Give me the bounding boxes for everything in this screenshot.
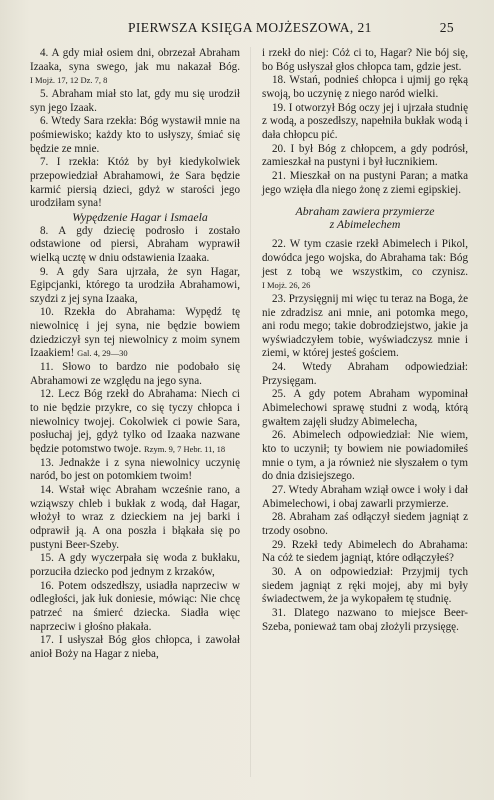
verse-text: 12. Lecz Bóg rzekł do Abrahama: Niech ci to nie będzie przykre, co się tyczy chłopca i niewolnicy twojej. Cokolwiek ci powie Sara, posłuchaj jej, gdyż tylko od Izaaka nazwane będzie potomstwo twoje. xyxy=(30,388,240,456)
verse: 5. Abraham miał sto lat, gdy mu się urodził syn jego Izaak. xyxy=(30,87,240,114)
verse: 7. I rzekła: Któż by był kiedykolwiek przepowiedział Abrahamowi, że Sara będzie karmić piersią dzieci, gdyż w starości jego urodziłam syna! xyxy=(30,156,240,210)
section-heading xyxy=(262,205,468,231)
cross-reference: Gal. 4, 29—30 xyxy=(77,348,128,359)
page-number: 25 xyxy=(439,20,454,35)
verse: 9. A gdy Sara ujrzała, że syn Hagar, Egipcjanki, którego ta urodziła Abrahamowi, szydzi z jej syna Izaaka, xyxy=(30,265,240,305)
left-column xyxy=(30,47,240,662)
verse: 6. Wtedy Sara rzekła: Bóg wystawił mnie na pośmiewisko; każdy kto to usłyszy, śmiać się będzie ze mnie. xyxy=(30,115,240,155)
verse: 14. Wstał więc Abraham wcześnie rano, a wziąwszy chleb i bukłak z wodą, dał Hagar, włożył to wraz z dzieckiem na jej barki i odprawił ją. A ona poszła i błąkała się po pustyni Beer-Szeby. xyxy=(30,484,240,551)
verse-text: 4. A gdy miał osiem dni, obrzezał Abraham Izaaka, syna swego, jak mu nakazał Bóg. xyxy=(30,47,240,73)
running-header xyxy=(0,18,494,38)
verse: 25. A gdy potem Abraham wypominał Abimelechowi sprawę studni z wodą, którą gwałtem zajęli słudzy Abimelecha, xyxy=(262,388,468,428)
verse: 29. Rzekł tedy Abimelech do Abrahama: Na cóż te siedem jagniąt, które odłączyłeś? xyxy=(262,538,468,565)
verse: 28. Abraham zaś odłączył siedem jagniąt z trzody osobno. xyxy=(262,511,468,537)
verse-text: 10. Rzekła do Abrahama: Wypędź tę niewolnicę i jej syna, nie będzie bowiem dziedziczył syn tej niewolnicy z moim synem Izaakiem! xyxy=(30,306,240,360)
verse xyxy=(30,306,240,361)
column-gutter xyxy=(250,47,251,777)
section-heading-line: z Abimelechem xyxy=(329,217,401,232)
verse: 11. Słowo to bardzo nie podobało się Abrahamowi ze względu na jego syna. xyxy=(30,361,240,387)
section-heading: Wypędzenie Hagar i Ismaela xyxy=(72,209,208,224)
verse xyxy=(30,47,240,88)
verse: 16. Potem odszedłszy, usiadła naprzeciw w odległości, jak łuk doniesie, mówiąc: Nie chcę patrzeć na śmierć dziecka. Siadła więc naprzeciw i głośno płakała. xyxy=(30,579,240,633)
verse xyxy=(262,238,468,293)
verse: 31. Dlatego nazwano to miejsce Beer-Szeba, ponieważ tam obaj złożyli przysięgę. xyxy=(262,606,468,633)
verse: 13. Jednakże i z syna niewolnicy uczynię naród, bo jest on potomkiem twoim! xyxy=(30,456,240,483)
cross-reference: Rzym. 9, 7 Hebr. 11, 18 xyxy=(144,444,226,455)
section-heading-line: Abraham zawiera przymierze xyxy=(295,204,435,219)
verse: 30. A on odpowiedział: Przyjmij tych siedem jagniąt z ręki mojej, aby mi były świadectwem, że ja wykopałem tę studnię. xyxy=(262,565,468,606)
verse: 26. Abimelech odpowiedział: Nie wiem, kto to uczynił; ty bowiem nie powiadomiłeś mnie o tym, a ja również nie słyszałem o tym do dnia dzisiejszego. xyxy=(262,429,468,483)
cross-reference: I Mojż. 26, 26 xyxy=(262,280,311,291)
verse: 18. Wstań, podnieś chłopca i ujmij go ręką swoją, bo uczynię z niego naród wielki. xyxy=(262,74,468,100)
verse: 8. A gdy dziecię podrosło i zostało odstawione od piersi, Abraham wyprawił wielką ucztę w dniu odstawienia Izaaka. xyxy=(30,224,240,264)
verse: 20. I był Bóg z chłopcem, a gdy podrósł, zamieszkał na pustyni i był łucznikiem. xyxy=(262,142,468,169)
verse: 24. Wtedy Abraham odpowiedział: Przysięgam. xyxy=(262,361,468,387)
verse: 21. Mieszkał on na pustyni Paran; a matka jego wzięła dla niego żonę z ziemi egipskiej. xyxy=(262,169,468,196)
verse-continuation: i rzekł do niej: Cóż ci to, Hagar? Nie bój się, bo Bóg usłyszał głos chłopca tam, gdzie jest. xyxy=(262,47,468,73)
verse-text: 22. W tym czasie rzekł Abimelech i Pikol, dowódca jego wojska, do Abrahama tak: Bóg jest z tobą we wszystkim, co czynisz. xyxy=(262,238,468,278)
cross-reference: I Mojż. 17, 12 Dz. 7, 8 xyxy=(30,75,108,86)
verse: 15. A gdy wyczerpała się woda z bukłaku, porzuciła dziecko pod jednym z krzaków, xyxy=(30,552,240,578)
verse: 23. Przysięgnij mi więc tu teraz na Boga, że nie zdradzisz ani mnie, ani potomka mego, ani rodu mego; takie dobrodziejstwo, jakie ja wyświadczyłem tobie, wyświadczysz mnie i ziemi, w której jesteś gościem. xyxy=(262,292,468,360)
right-column xyxy=(262,47,468,634)
verse xyxy=(30,388,240,456)
verse: 17. I usłyszał Bóg głos chłopca, i zawołał anioł Boży na Hagar z nieba, xyxy=(30,634,240,660)
running-title: PIERWSZA KSIĘGA MOJŻESZOWA, 21 xyxy=(128,20,372,35)
verse: 27. Wtedy Abraham wziął owce i woły i dał Abimelechowi, i obaj zawarli przymierze. xyxy=(262,484,468,510)
verse: 19. I otworzył Bóg oczy jej i ujrzała studnię z wodą, a poszedłszy, napełniła bukłak wodą i dała chłopcu pić. xyxy=(262,101,468,141)
